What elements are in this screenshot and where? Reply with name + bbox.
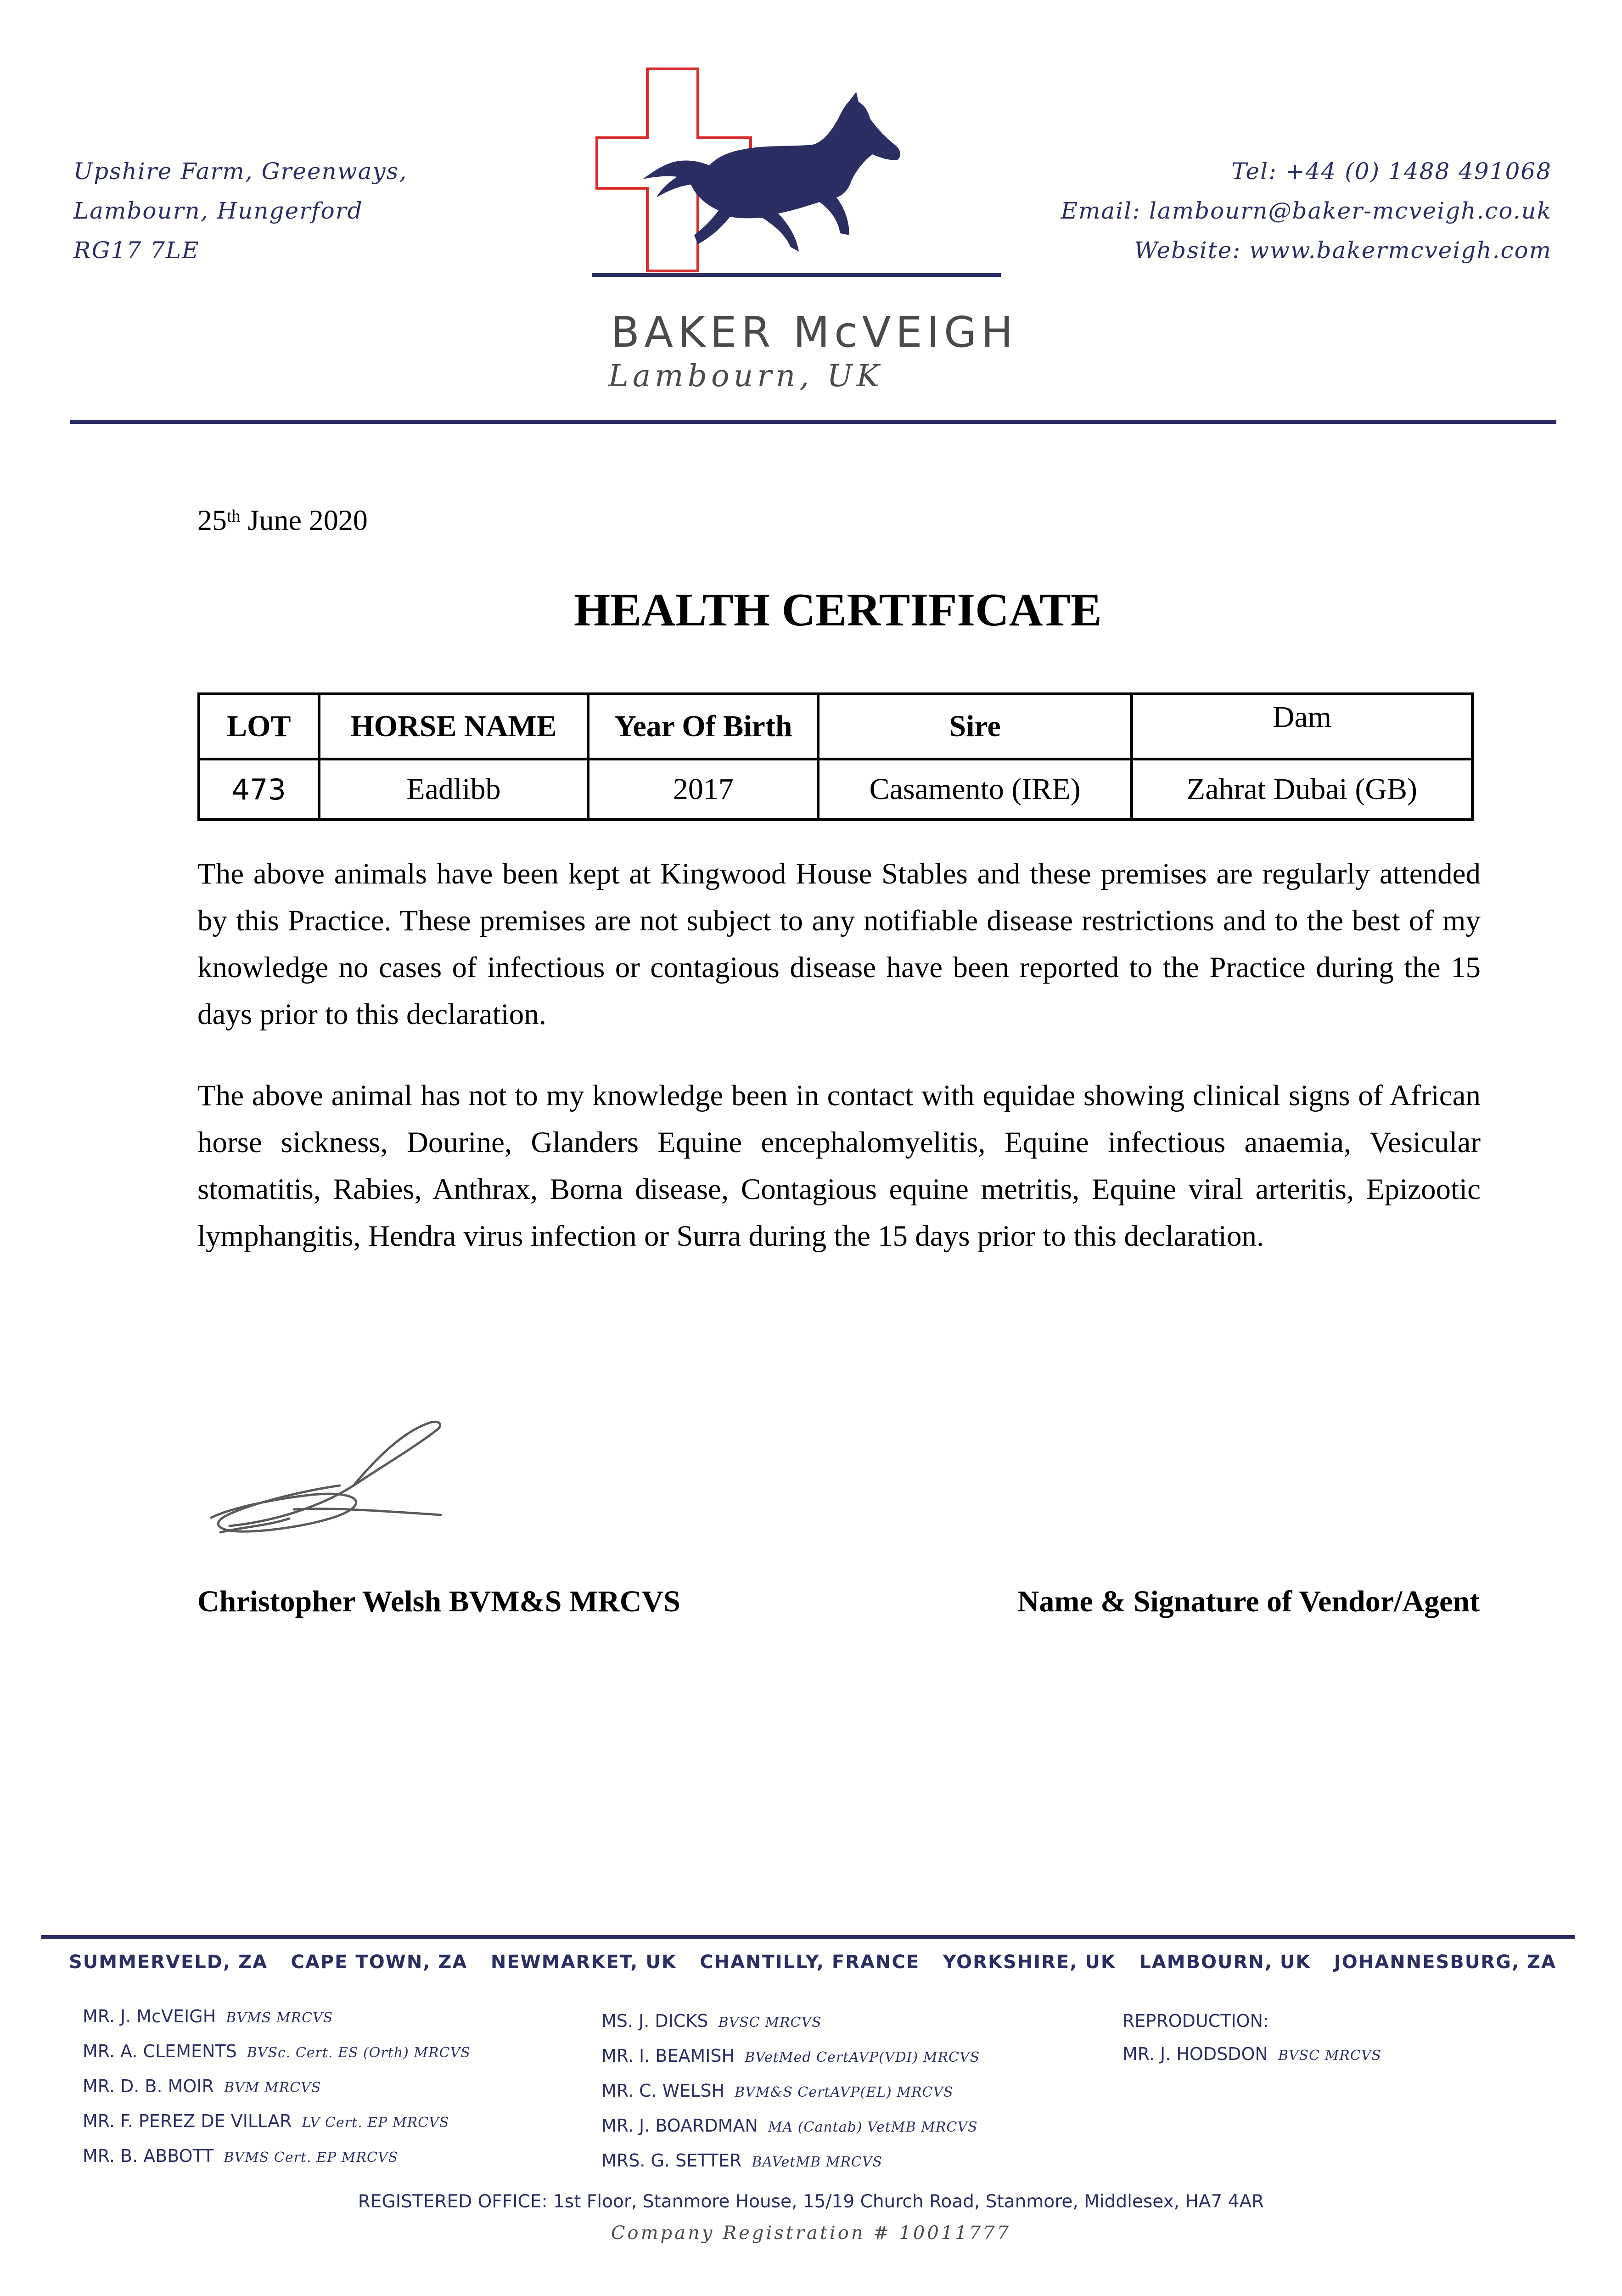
staff-name: MRS. G. SETTER: [601, 2150, 742, 2171]
cell-horse-name: Eadlibb: [319, 759, 589, 820]
certificate-date: [197, 503, 368, 537]
col-header-lot: LOT: [199, 694, 319, 759]
staff-name: MR. J. McVEIGH: [83, 2006, 216, 2026]
branch-item: NEWMARKET, UK: [490, 1952, 677, 1973]
reproduction-heading: REPRODUCTION:: [1122, 2011, 1269, 2031]
table-row: [199, 759, 1472, 820]
staff-quals: BVSC MRCVS: [718, 2015, 822, 2031]
address-line: Upshire Farm, Greenways,: [73, 158, 408, 185]
staff-name: MR. J. HODSDON: [1122, 2044, 1268, 2064]
branch-item: JOHANNESBURG, ZA: [1334, 1952, 1556, 1973]
staff-column-1: [83, 2000, 471, 2174]
cell-dam: Zahrat Dubai (GB): [1132, 759, 1472, 820]
staff-quals: BVetMed CertAVP(VDI) MRCVS: [745, 2049, 980, 2065]
staff-name: MR. A. CLEMENTS: [83, 2041, 237, 2061]
branch-item: YORKSHIRE, UK: [943, 1952, 1116, 1973]
staff-quals: BVM&S CertAVP(EL) MRCVS: [735, 2084, 954, 2100]
branch-item: SUMMERVELD, ZA: [69, 1952, 268, 1973]
staff-item: [601, 2144, 980, 2179]
staff-item: [83, 2070, 471, 2105]
cell-sire: Casamento (IRE): [818, 759, 1132, 820]
date-month-year: June 2020: [240, 504, 368, 536]
vet-signature-icon: [202, 1412, 468, 1550]
registered-office: REGISTERED OFFICE: 1st Floor, Stanmore House, 15/19 Church Road, Stanmore, Middlesex, HA7 4AR: [358, 2191, 1264, 2212]
staff-name: MS. J. DICKS: [601, 2011, 708, 2031]
staff-name: MR. B. ABBOTT: [83, 2146, 214, 2166]
table-header-row: [199, 694, 1472, 759]
staff-quals: BVSc. Cert. ES (Orth) MRCVS: [247, 2045, 471, 2061]
horse-details-table: [197, 692, 1474, 821]
practice-contact: [1061, 152, 1552, 270]
declaration-paragraph-2: The above animal has not to my knowledge been in contact with equidae showing clinical signs of African horse sickness, Dourine, Glanders Equine encephalomyelitis, Equine infectious anaemia, Vesicular stomatitis, Rabies, Anthrax, Borna disease, Contagious equine metritis, Equine viral arteritis, Epizootic lymphangitis, Hendra virus infection or Surra during the 15 days prior to this declaration.: [197, 1079, 1481, 1253]
staff-quals: LV Cert. EP MRCVS: [302, 2115, 449, 2131]
staff-quals: BVMS MRCVS: [226, 2010, 333, 2026]
staff-column-3: [1122, 2004, 1381, 2072]
staff-name: MR. D. B. MOIR: [83, 2076, 214, 2096]
address-line: Lambourn, Hungerford: [73, 197, 363, 224]
vet-signature-name: Christopher Welsh BVM&S MRCVS: [197, 1585, 680, 1618]
col-header-sire: Sire: [818, 694, 1132, 759]
staff-item: [83, 2000, 471, 2035]
staff-quals: BVM MRCVS: [224, 2080, 321, 2096]
brand-name: BAKER McVEIGH: [611, 308, 1018, 357]
cell-lot: 473: [199, 759, 319, 820]
staff-item: [1122, 2037, 1381, 2072]
staff-item: [601, 2074, 980, 2109]
horse-cross-logo-icon: [592, 64, 1005, 308]
staff-item: [83, 2105, 471, 2139]
staff-name: MR. F. PEREZ DE VILLAR: [83, 2111, 292, 2131]
staff-name: MR. C. WELSH: [601, 2081, 725, 2101]
date-day: 25: [197, 504, 227, 536]
branch-item: CHANTILLY, FRANCE: [700, 1952, 920, 1973]
footer-divider: [41, 1935, 1575, 1939]
staff-item: [601, 2109, 980, 2144]
contact-website: Website: www.bakermcveigh.com: [1134, 237, 1552, 264]
col-header-year-of-birth: Year Of Birth: [588, 694, 818, 759]
staff-item: [83, 2139, 471, 2174]
practice-address: [73, 152, 407, 270]
staff-quals: BVMS Cert. EP MRCVS: [224, 2150, 398, 2166]
date-suffix: th: [227, 506, 241, 526]
staff-name: MR. J. BOARDMAN: [601, 2116, 758, 2136]
staff-quals: MA (Cantab) VetMB MRCVS: [768, 2119, 978, 2135]
col-header-horse-name: HORSE NAME: [319, 694, 589, 759]
staff-quals: BVSC MRCVS: [1278, 2048, 1382, 2064]
staff-item: [601, 2039, 980, 2074]
vendor-signature-label: Name & Signature of Vendor/Agent: [1017, 1585, 1480, 1618]
company-registration: Company Registration # 10011777: [611, 2223, 1011, 2244]
contact-phone: Tel: +44 (0) 1488 491068: [1231, 158, 1552, 185]
staff-quals: BAVetMB MRCVS: [752, 2154, 883, 2170]
cell-year-of-birth: 2017: [588, 759, 818, 820]
header-divider: [70, 420, 1556, 424]
page-title: HEALTH CERTIFICATE: [574, 584, 1102, 636]
declaration-paragraph-1: The above animals have been kept at Kingwood House Stables and these premises are regularly attended by this Practice. These premises are not subject to any notifiable disease restrictions and to the best of my knowledge no cases of infectious or contagious disease have been reported to the Practice during the 15 days prior to this declaration.: [197, 857, 1481, 1031]
contact-email: Email: lambourn@baker-mcveigh.co.uk: [1061, 197, 1552, 224]
address-line: RG17 7LE: [73, 237, 200, 264]
staff-item: [601, 2004, 980, 2039]
staff-name: MR. I. BEAMISH: [601, 2046, 735, 2066]
branch-item: LAMBOURN, UK: [1139, 1952, 1311, 1973]
staff-column-2: [601, 2004, 980, 2179]
staff-item: [83, 2035, 471, 2070]
col-header-dam: Dam: [1132, 694, 1472, 759]
brand-location: Lambourn, UK: [608, 358, 884, 394]
branch-locations: [69, 1952, 1556, 1973]
branch-item: CAPE TOWN, ZA: [291, 1952, 468, 1973]
